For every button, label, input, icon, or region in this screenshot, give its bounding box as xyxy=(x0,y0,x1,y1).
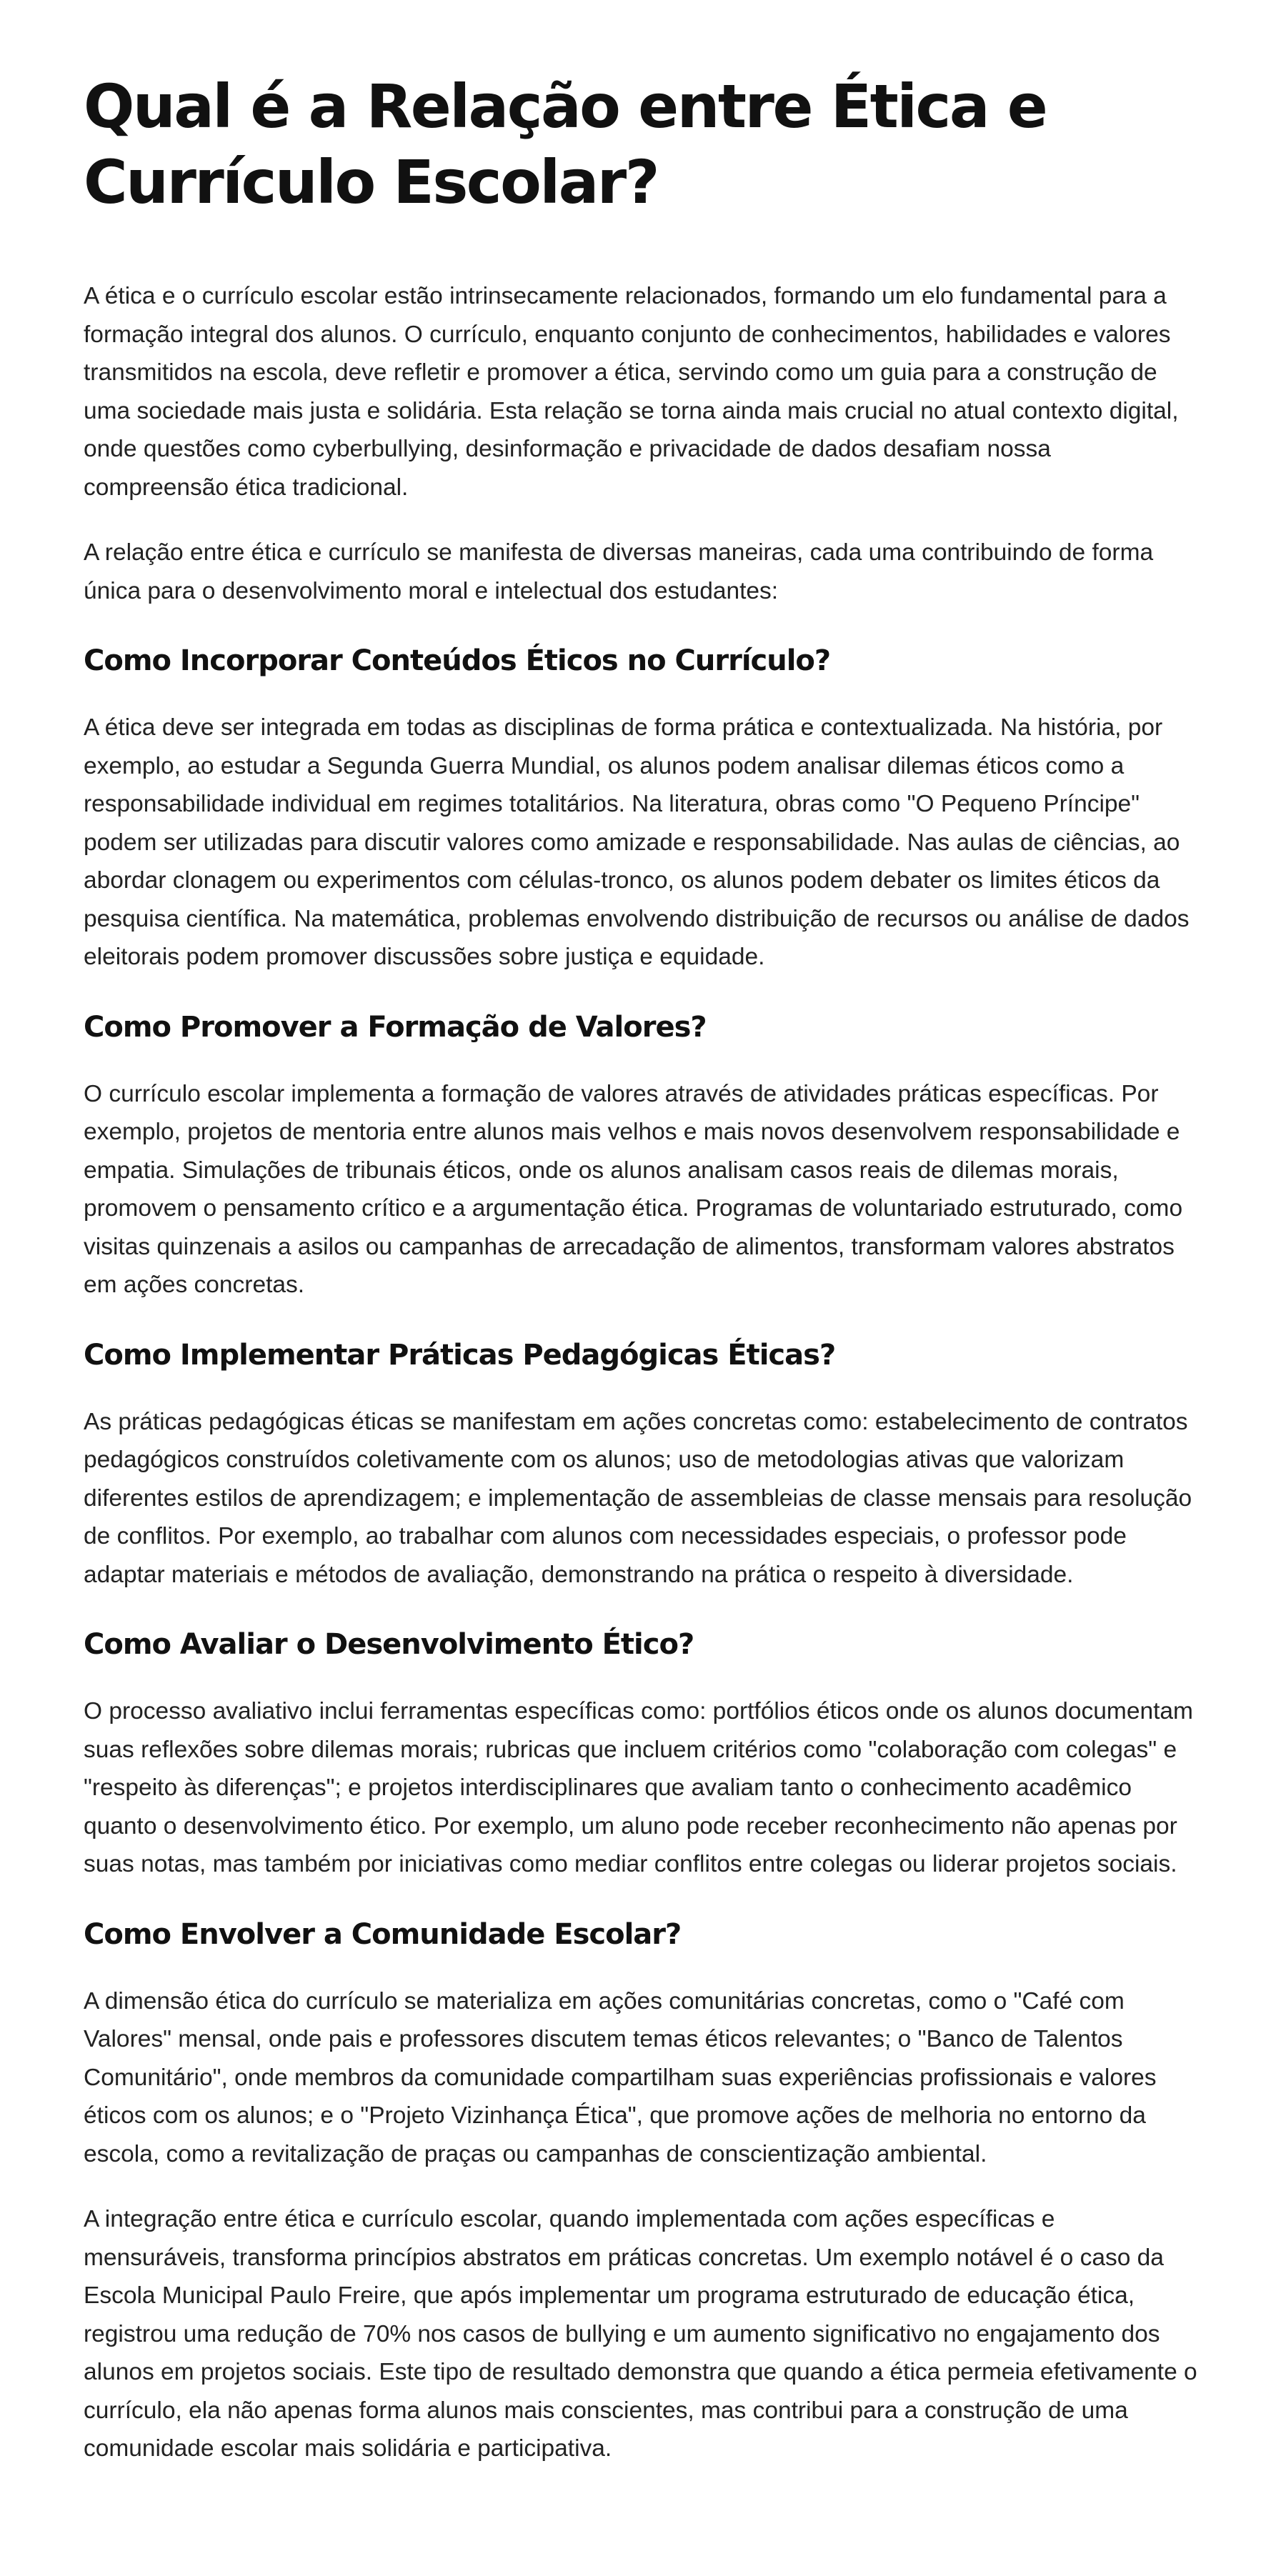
section-heading: Como Implementar Práticas Pedagógicas Éticas? xyxy=(84,1338,836,1372)
section-heading: Como Promover a Formação de Valores? xyxy=(84,1010,707,1044)
section-paragraph: A dimensão ética do currículo se materializa em ações comunitárias concretas, como o "Café com Valores" mensal, onde pais e professores discutem temas éticos relevantes; o "Banco de Talentos Comunitário", onde membros da comunidade compartilham suas experiências profissionais e valores éticos com os alunos; e o "Projeto Vizinhança Ética", que promove ações de melhoria no entorno da escola, como a revitalização de praças ou campanhas de conscientização ambiental. xyxy=(84,1987,1157,2167)
intro-paragraph: A ética e o currículo escolar estão intrinsecamente relacionados, formando um elo fundamental para a formação integral dos alunos. O currículo, enquanto conjunto de conhecimentos, habilidades e valores transmitidos na escola, deve refletir e promover a ética, servindo como um guia para a construção de uma sociedade mais justa e solidária. Esta relação se torna ainda mais crucial no atual contexto digital, onde questões como cyberbullying, desinformação e privacidade de dados desafiam nossa compreensão ética tradicional. xyxy=(84,283,1179,501)
section-paragraph: O currículo escolar implementa a formação de valores através de atividades práticas específicas. Por exemplo, projetos de mentoria entre alunos mais velhos e mais novos desenvolvem responsabilidade e empatia. Simulações de tribunais éticos, onde os alunos analisam casos reais de dilemas morais, promovem o pensamento crítico e a argumentação ética. Programas de voluntariado estruturado, como visitas quinzenais a asilos ou campanhas de arrecadação de alimentos, transformam valores abstratos em ações concretas. xyxy=(84,1080,1183,1298)
page-title: Qual é a Relação entre Ética e Currículo Escolar? xyxy=(84,71,1047,217)
section-paragraph: As práticas pedagógicas éticas se manifestam em ações concretas como: estabelecimento de contratos pedagógicos construídos coletivamente com os alunos; uso de metodologias ativas que valorizam diferentes estilos de aprendizagem; e implementação de assembleias de classe mensais para resolução de conflitos. Por exemplo, ao trabalhar com alunos com necessidades especiais, o professor pode adaptar materiais e métodos de avaliação, demonstrando na prática o respeito à diversidade. xyxy=(84,1408,1192,1588)
section-paragraph: O processo avaliativo inclui ferramentas específicas como: portfólios éticos onde os alunos documentam suas reflexões sobre dilemas morais; rubricas que incluem critérios como "colaboração com colegas" e "respeito às diferenças"; e projetos interdisciplinares que avaliam tanto o conhecimento acadêmico quanto o desenvolvimento ético. Por exemplo, um aluno pode receber reconhecimento não apenas por suas notas, mas também por iniciativas como mediar conflitos entre colegas ou liderar projetos sociais. xyxy=(84,1698,1193,1877)
conclusion-paragraph: A integração entre ética e currículo escolar, quando implementada com ações específicas e mensuráveis, transforma princípios abstratos em práticas concretas. Um exemplo notável é o caso da Escola Municipal Paulo Freire, que após implementar um programa estruturado de educação ética, registrou uma redução de 70% nos casos de bullying e um aumento significativo no engajamento dos alunos em projetos sociais. Este tipo de resultado demonstra que quando a ética permeia efetivamente o currículo, ela não apenas forma alunos mais conscientes, mas contribui para a construção de uma comunidade escolar mais solidária e participativa. xyxy=(84,2206,1197,2462)
section-heading: Como Envolver a Comunidade Escolar? xyxy=(84,1917,682,1951)
section-heading: Como Incorporar Conteúdos Éticos no Currículo? xyxy=(84,644,831,677)
section-paragraph: A ética deve ser integrada em todas as disciplinas de forma prática e contextualizada. Na história, por exemplo, ao estudar a Segunda Guerra Mundial, os alunos podem analisar dilemas éticos como a responsabilidade individual em regimes totalitários. Na literatura, obras como "O Pequeno Príncipe" podem ser utilizadas para discutir valores como amizade e responsabilidade. Nas aulas de ciências, ao abordar clonagem ou experimentos com células-tronco, os alunos podem debater os limites éticos da pesquisa científica. Na matemática, problemas envolvendo distribuição de recursos ou análise de dados eleitorais podem promover discussões sobre justiça e equidade. xyxy=(84,714,1190,970)
section-heading: Como Avaliar o Desenvolvimento Ético? xyxy=(84,1628,694,1661)
intro-paragraph: A relação entre ética e currículo se manifesta de diversas maneiras, cada uma contribuindo de forma única para o desenvolvimento moral e intelectual dos estudantes: xyxy=(84,539,1154,604)
